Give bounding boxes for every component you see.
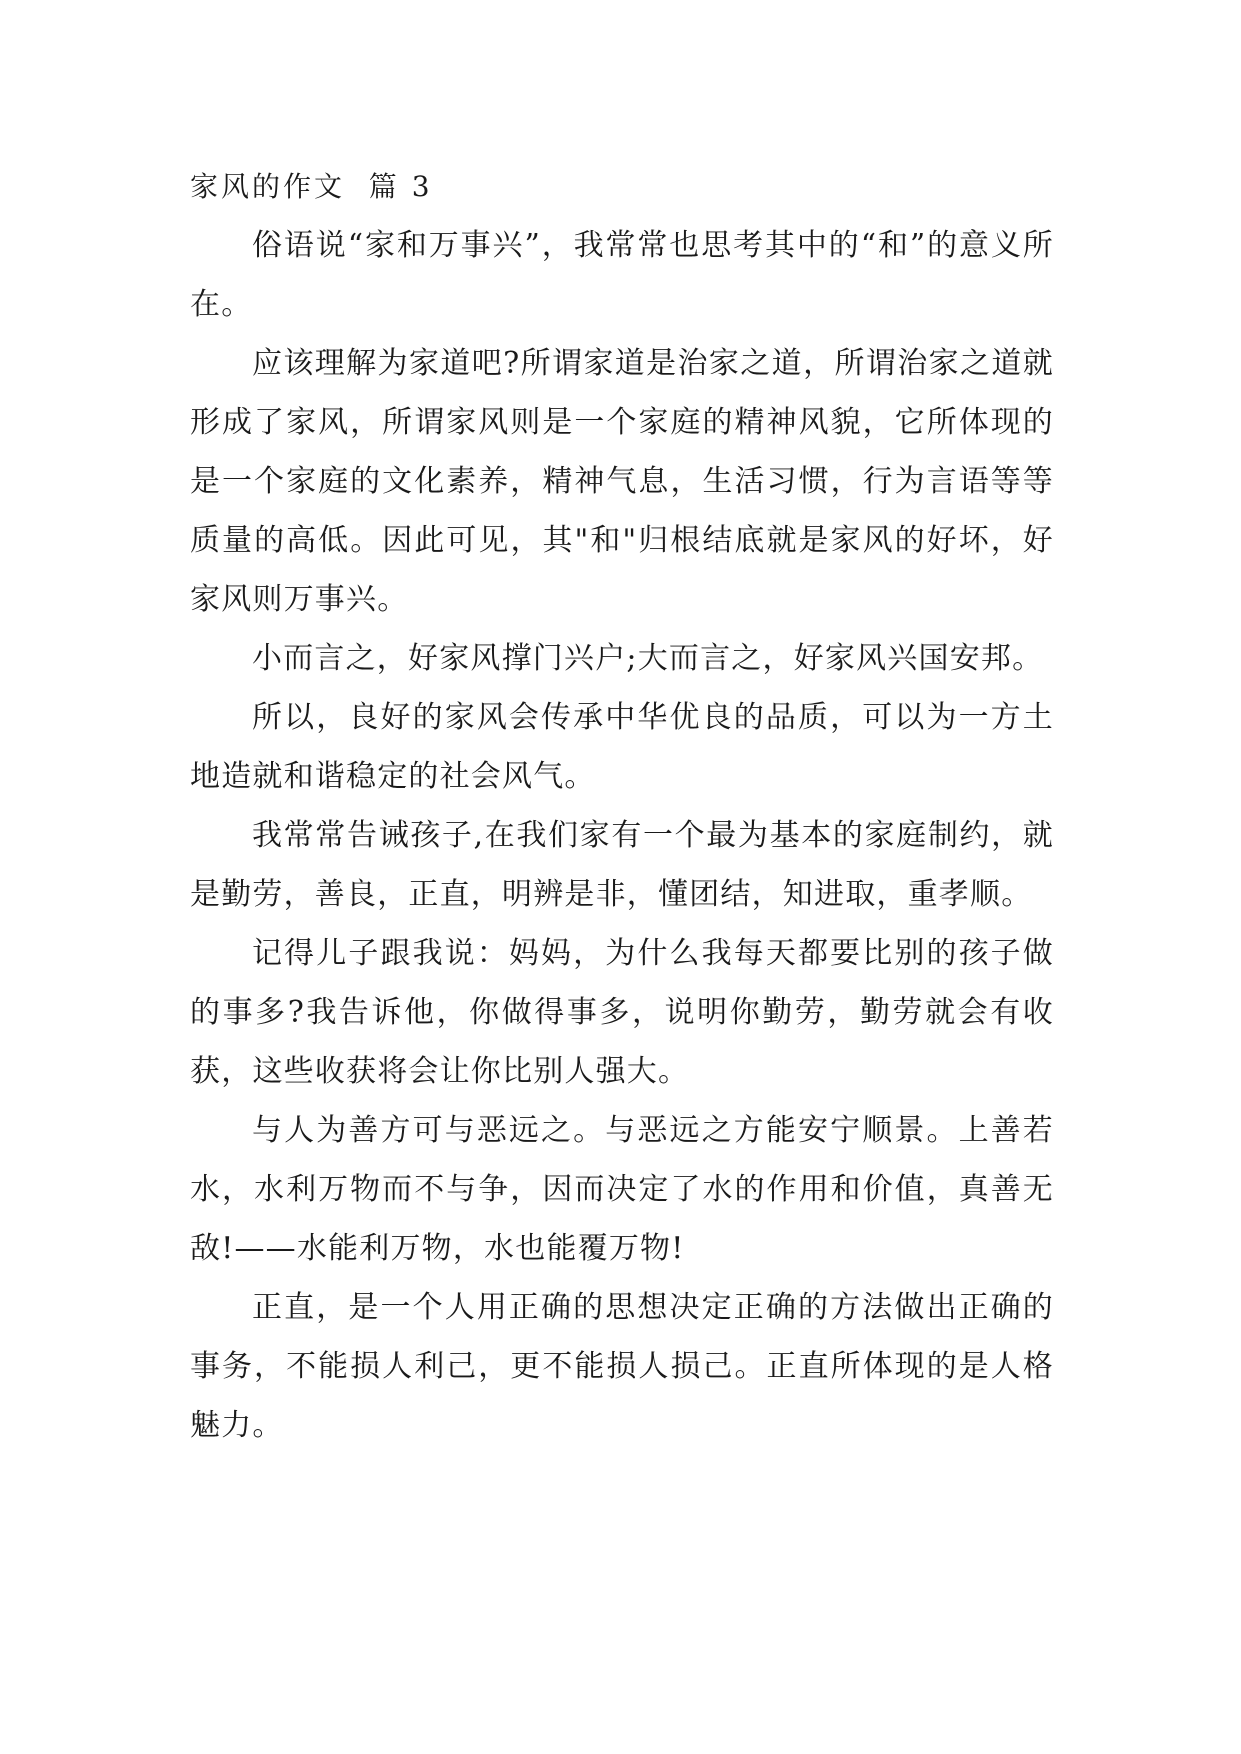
paragraph-4: 所以，良好的家风会传承中华优良的品质，可以为一方土地造就和谐稳定的社会风气。 (190, 700, 1054, 794)
paragraph-5: 我常常告诫孩子,在我们家有一个最为基本的家庭制约，就是勤劳，善良，正直，明辨是非，懂团结，知进取，重孝顺。 (190, 818, 1054, 912)
document-body (190, 164, 1054, 1455)
paragraph-6: 记得儿子跟我说：妈妈，为什么我每天都要比别的孩子做的事多?我告诉他，你做得事多，说明你勤劳，勤劳就会有收获，这些收获将会让你比别人强大。 (190, 936, 1054, 1089)
paragraph-8: 正直，是一个人用正确的思想决定正确的方法做出正确的事务，不能损人利己，更不能损人损己。正直所体现的是人格魅力。 (190, 1290, 1054, 1443)
paragraph-2: 应该理解为家道吧?所谓家道是治家之道，所谓治家之道就形成了家风，所谓家风则是一个家庭的精神风貌，它所体现的是一个家庭的文化素养，精神气息，生活习惯，行为言语等等质量的高低。因此可见，其"和"归根结底就是家风的好坏，好家风则万事兴。 (190, 346, 1054, 617)
paragraph-7: 与人为善方可与恶远之。与恶远之方能安宁顺景。上善若水，水利万物而不与争，因而决定了水的作用和价值，真善无敌!——水能利万物，水也能覆万物! (190, 1113, 1054, 1266)
paragraph-3: 小而言之，好家风撑门兴户;大而言之，好家风兴国安邦。 (252, 641, 1044, 676)
essay-title: 家风的作文 篇 3 (190, 170, 433, 203)
paragraph-1: 俗语说“家和万事兴”，我常常也思考其中的“和”的意义所在。 (190, 228, 1054, 322)
